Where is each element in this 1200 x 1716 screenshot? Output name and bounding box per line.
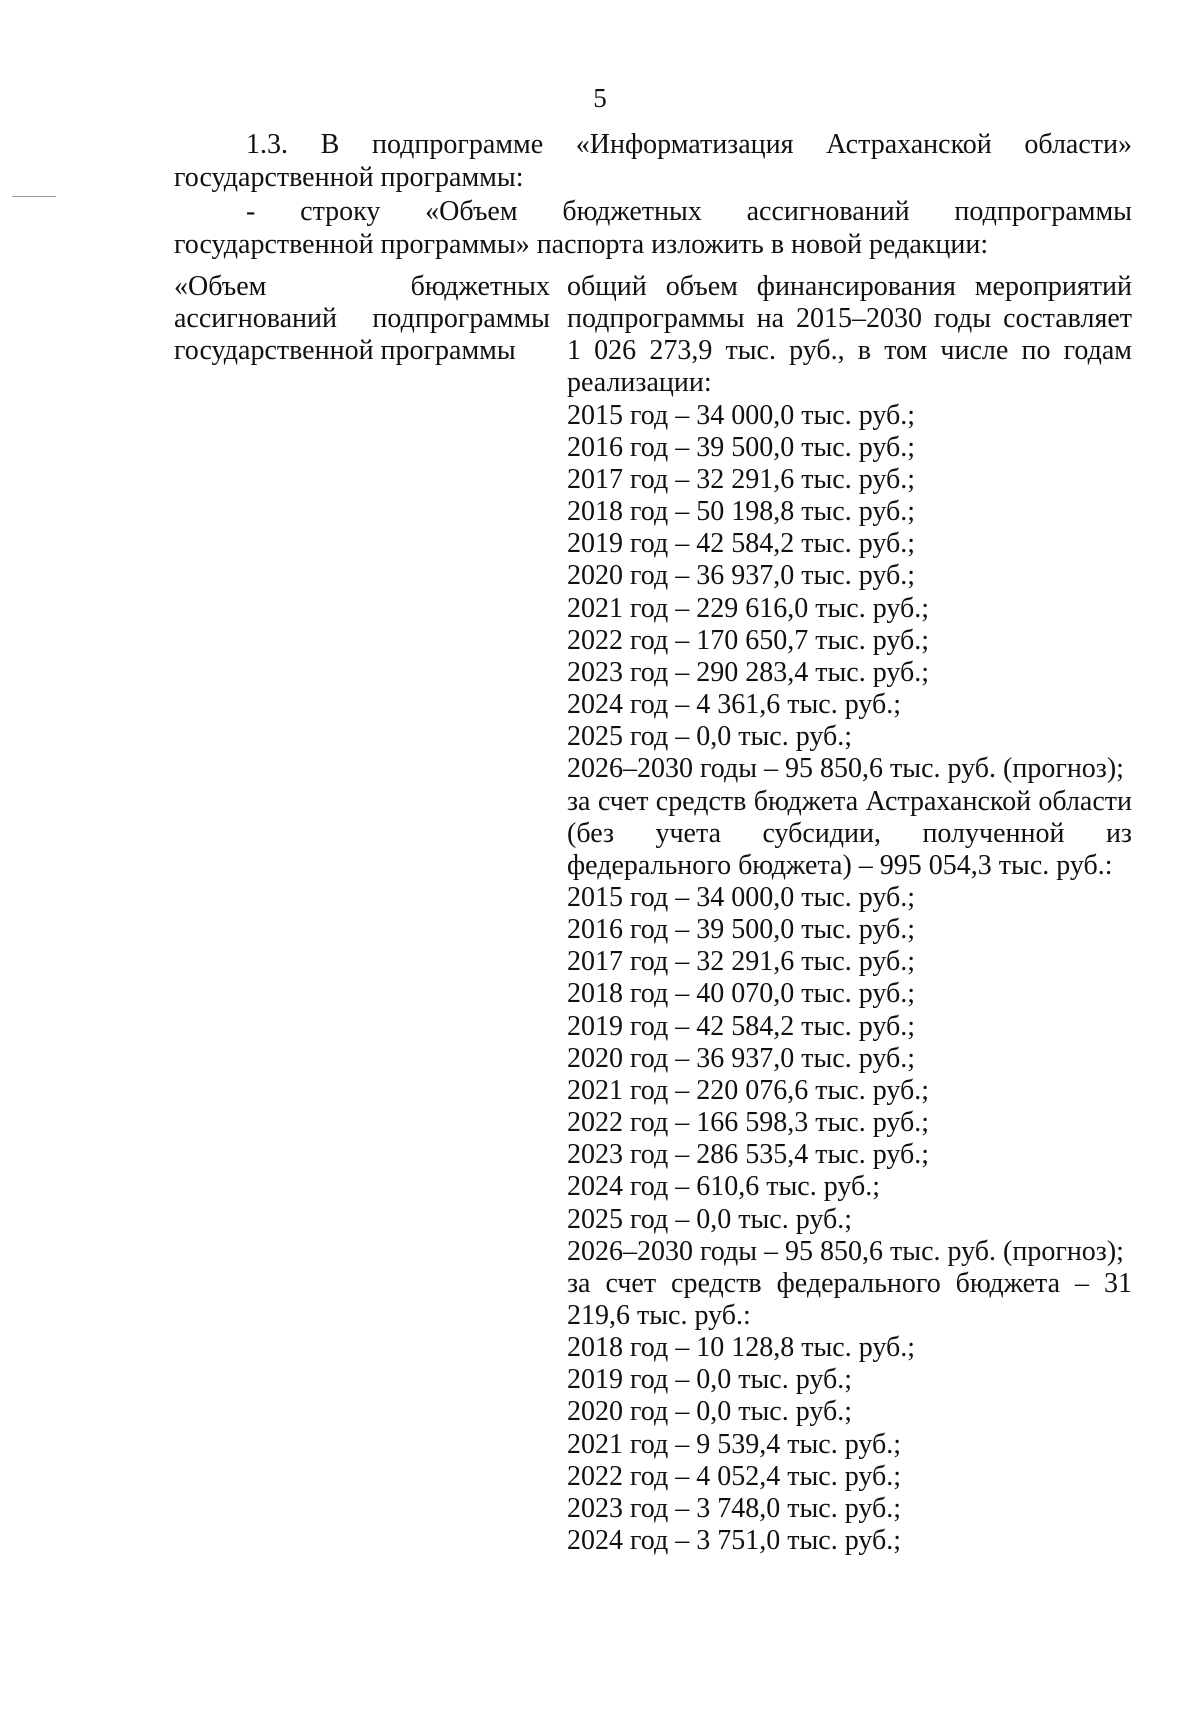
federal-year-line: 2021 год – 9 539,4 тыс. руб.; xyxy=(567,1428,901,1460)
regional-year-line: 2017 год – 32 291,6 тыс. руб.; xyxy=(567,946,915,978)
federal-year-line: 2024 год – 3 751,0 тыс. руб.; xyxy=(567,1525,901,1557)
funding-details xyxy=(567,271,1132,1557)
federal-year-line: 2020 год – 0,0 тыс. руб.; xyxy=(567,1396,852,1428)
regional-year-line: 2021 год – 220 076,6 тыс. руб.; xyxy=(567,1074,929,1106)
total-year-line: 2022 год – 170 650,7 тыс. руб.; xyxy=(567,624,929,656)
total-year-line: 2025 год – 0,0 тыс. руб.; xyxy=(567,721,852,753)
page-number: 5 xyxy=(593,83,607,113)
intro-block xyxy=(174,128,1132,261)
regional-funding-intro: за счет средств бюджета Астраханской области (без учета субсидии, полученной из федерального бюджета) – 995 054,3 тыс. руб.: xyxy=(567,785,1132,881)
regional-year-line: 2023 год – 286 535,4 тыс. руб.; xyxy=(567,1139,929,1171)
total-funding-intro: общий объем финансирования мероприятий подпрограммы на 2015–2030 годы составляет 1 026 273,9 тыс. руб., в том числе по годам реализации: xyxy=(567,271,1132,399)
row-label: «Объем бюджетных ассигнований подпрограммы государственной программы xyxy=(174,271,550,366)
total-year-line: 2016 год – 39 500,0 тыс. руб.; xyxy=(567,431,915,463)
intro-paragraph-2: - строку «Объем бюджетных ассигнований подпрограммы государственной программы» паспорта изложить в новой редакции: xyxy=(174,196,1132,260)
intro-paragraph-1: 1.3. В подпрограмме «Информатизация Астраханской области» государственной программы: xyxy=(174,129,1132,193)
federal-year-line: 2023 год – 3 748,0 тыс. руб.; xyxy=(567,1492,901,1524)
total-year-line: 2017 год – 32 291,6 тыс. руб.; xyxy=(567,463,915,495)
federal-year-line: 2018 год – 10 128,8 тыс. руб.; xyxy=(567,1332,915,1364)
total-year-line: 2024 год – 4 361,6 тыс. руб.; xyxy=(567,689,901,721)
federal-funding-intro: за счет средств федерального бюджета – 31 219,6 тыс. руб.: xyxy=(567,1267,1132,1331)
total-year-line: 2018 год – 50 198,8 тыс. руб.; xyxy=(567,496,915,528)
total-year-line: 2020 год – 36 937,0 тыс. руб.; xyxy=(567,560,915,592)
federal-year-line: 2022 год – 4 052,4 тыс. руб.; xyxy=(567,1460,901,1492)
total-year-line: 2023 год – 290 283,4 тыс. руб.; xyxy=(567,656,929,688)
regional-year-line: 2019 год – 42 584,2 тыс. руб.; xyxy=(567,1010,915,1042)
total-year-line: 2015 год – 34 000,0 тыс. руб.; xyxy=(567,399,915,431)
regional-year-line: 2020 год – 36 937,0 тыс. руб.; xyxy=(567,1042,915,1074)
regional-year-line: 2018 год – 40 070,0 тыс. руб.; xyxy=(567,978,915,1010)
regional-year-line: 2015 год – 34 000,0 тыс. руб.; xyxy=(567,881,915,913)
regional-year-line: 2022 год – 166 598,3 тыс. руб.; xyxy=(567,1107,929,1139)
regional-year-line: 2024 год – 610,6 тыс. руб.; xyxy=(567,1171,880,1203)
federal-year-line: 2019 год – 0,0 тыс. руб.; xyxy=(567,1364,852,1396)
regional-forecast-line: 2026–2030 годы – 95 850,6 тыс. руб. (прогноз); xyxy=(567,1235,1124,1267)
regional-year-line: 2025 год – 0,0 тыс. руб.; xyxy=(567,1203,852,1235)
regional-year-line: 2016 год – 39 500,0 тыс. руб.; xyxy=(567,914,915,946)
total-year-line: 2019 год – 42 584,2 тыс. руб.; xyxy=(567,528,915,560)
total-year-line: 2021 год – 229 616,0 тыс. руб.; xyxy=(567,592,929,624)
total-year-line: 2026–2030 годы – 95 850,6 тыс. руб. (прогноз); xyxy=(567,753,1124,785)
margin-mark xyxy=(12,196,56,197)
